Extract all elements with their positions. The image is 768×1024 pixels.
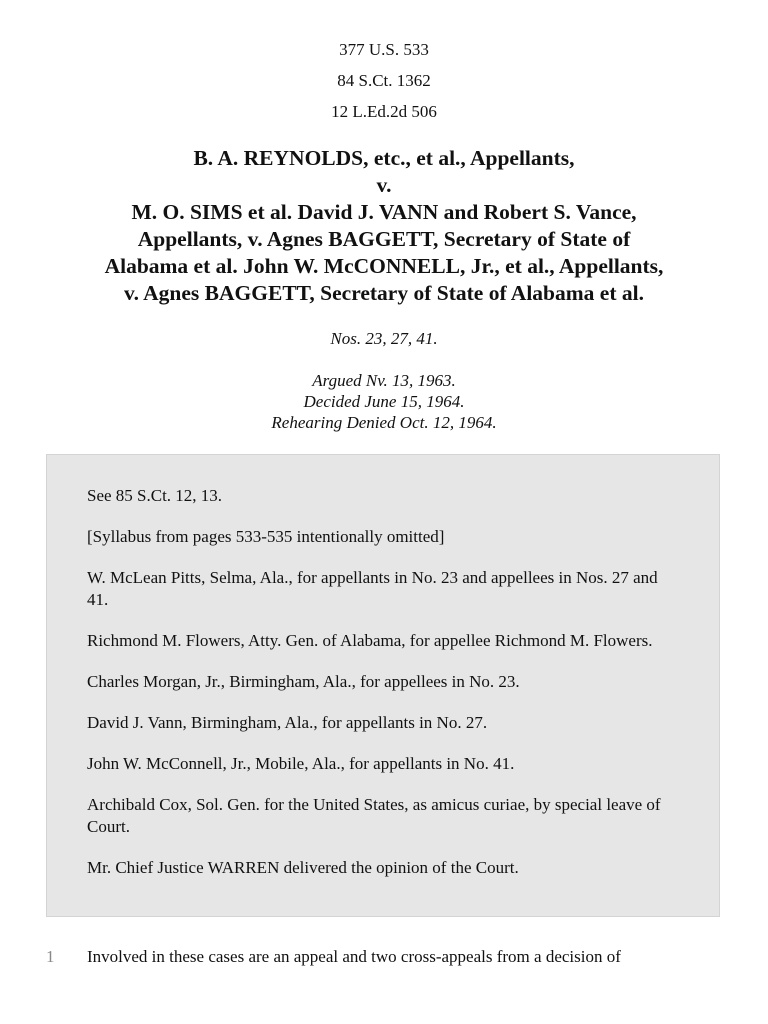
syllabus-paragraph: [Syllabus from pages 533-535 intentionally omitted] — [87, 527, 445, 546]
syllabus-paragraph: Charles Morgan, Jr., Birmingham, Ala., for appellees in No. 23. — [87, 672, 520, 691]
title-line: Alabama et al. John W. McCONNELL, Jr., et al., Appellants, — [104, 254, 664, 278]
syllabus-paragraph: Mr. Chief Justice WARREN delivered the opinion of the Court. — [87, 858, 519, 877]
citation-us: 377 U.S. 533 — [339, 40, 429, 59]
case-dates — [0, 370, 768, 433]
title-line: Appellants, v. Agnes BAGGETT, Secretary of State of — [137, 227, 631, 251]
decided-date: Decided June 15, 1964. — [303, 392, 465, 411]
syllabus-paragraph: See 85 S.Ct. 12, 13. — [87, 486, 223, 505]
argued-date: Argued Nv. 13, 1963. — [312, 371, 456, 390]
syllabus-paragraph: David J. Vann, Birmingham, Ala., for appellants in No. 27. — [87, 713, 488, 732]
title-line: v. — [376, 173, 392, 197]
citation-led: 12 L.Ed.2d 506 — [331, 102, 437, 121]
syllabus-paragraph: W. McLean Pitts, Selma, Ala., for appellants in No. 23 and appellees in Nos. 27 and 41. — [87, 568, 658, 609]
paragraph-number: 1 — [46, 947, 55, 966]
title-line: B. A. REYNOLDS, etc., et al., Appellants, — [193, 146, 575, 170]
syllabus-box — [46, 454, 720, 917]
title-line: M. O. SIMS et al. David J. VANN and Robert S. Vance, — [131, 200, 637, 224]
case-title — [40, 145, 728, 307]
docket-numbers: Nos. 23, 27, 41. — [330, 329, 438, 348]
syllabus-paragraph: Archibald Cox, Sol. Gen. for the United States, as amicus curiae, by special leave of Court. — [87, 795, 661, 836]
rehearing-date: Rehearing Denied Oct. 12, 1964. — [271, 413, 497, 432]
syllabus-content — [87, 485, 677, 898]
case-citations — [0, 34, 768, 127]
syllabus-paragraph: John W. McConnell, Jr., Mobile, Ala., for appellants in No. 41. — [87, 754, 515, 773]
citation-sct: 84 S.Ct. 1362 — [337, 71, 431, 90]
paragraph-text: Involved in these cases are an appeal and two cross-appeals from a decision of — [87, 947, 621, 966]
syllabus-paragraph: Richmond M. Flowers, Atty. Gen. of Alabama, for appellee Richmond M. Flowers. — [87, 631, 653, 650]
title-line: v. Agnes BAGGETT, Secretary of State of Alabama et al. — [124, 281, 644, 305]
